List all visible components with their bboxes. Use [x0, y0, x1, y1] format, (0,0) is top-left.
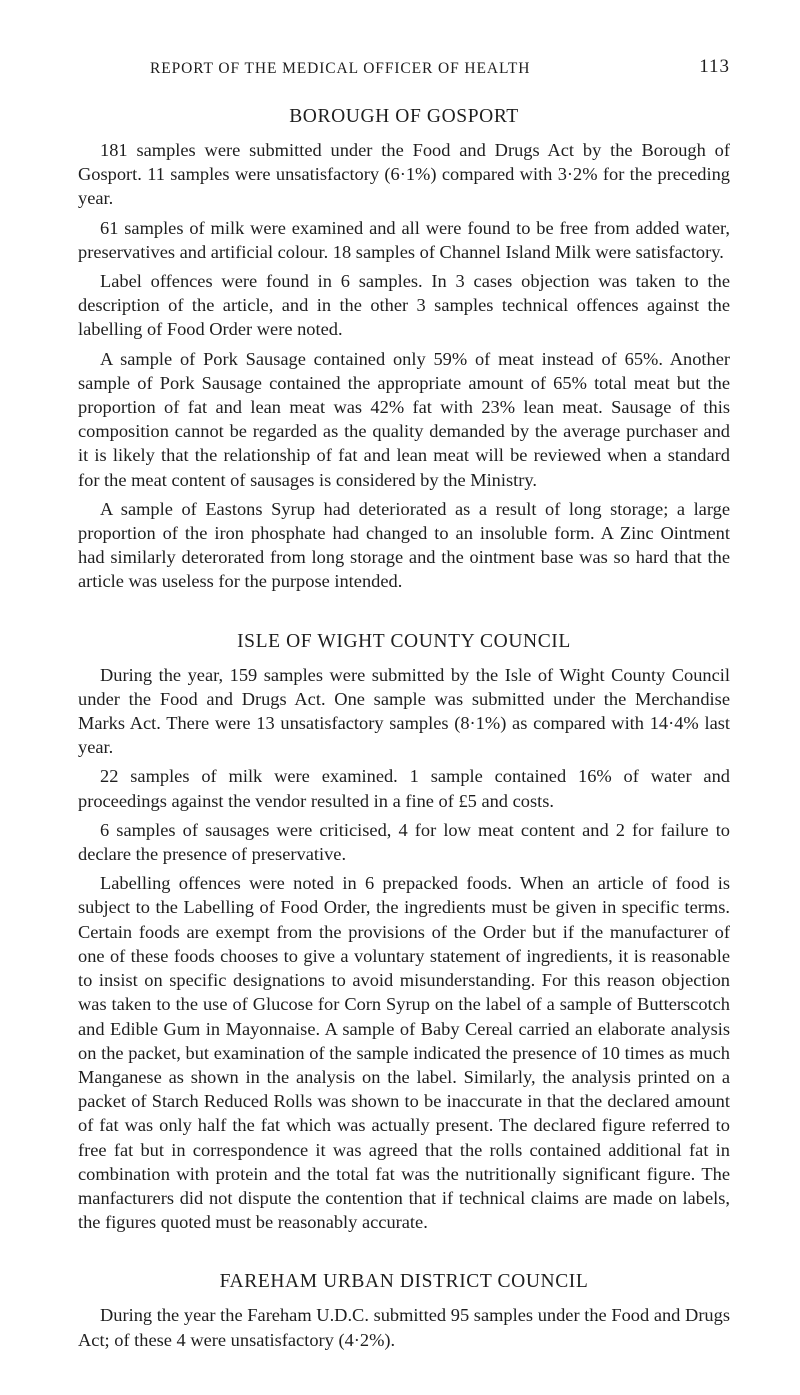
section-fareham-urban-district-council: [78, 1269, 730, 1351]
body-text: [78, 88, 730, 1357]
paragraph: 6 samples of sausages were criticised, 4 for low meat content and 2 for failure to declare the presence of preservative.: [78, 819, 730, 865]
section-heading: BOROUGH OF GOSPORT: [289, 106, 519, 127]
paragraph: During the year the Fareham U.D.C. submitted 95 samples under the Food and Drugs Act; of these 4 were unsatisfactory (4·2%).: [78, 1305, 730, 1350]
paragraph: A sample of Pork Sausage contained only 59% of meat instead of 65%. Another sample of Pork Sausage contained the appropriate amount of 65% total meat but the proportion of fat and lean meat was 42% fat with 23% lean meat. Sausage of this composition cannot be regarded as the quality demanded by the average purchaser and it is likely that the relationship of fat and lean meat will be reviewed when a standard for the meat content of sausages is considered by the Ministry.: [78, 348, 730, 490]
section-isle-of-wight-county-council: [78, 629, 730, 1235]
paragraph: During the year, 159 samples were submitted by the Isle of Wight County Council under the Food and Drugs Act. One sample was submitted under the Merchandise Marks Act. There were 13 unsatisfactory samples (8·1%) as compared with 14·4% last year.: [78, 664, 730, 758]
paragraph: Label offences were found in 6 samples. In 3 cases objection was taken to the description of the article, and in the other 3 samples technical offences against the labelling of Food Order were noted.: [78, 271, 730, 340]
paragraph: 61 samples of milk were examined and all were found to be free from added water, preservatives and artificial colour. 18 samples of Channel Island Milk were satisfactory.: [78, 217, 730, 262]
page-number: 113: [699, 56, 730, 77]
paragraph: 22 samples of milk were examined. 1 sample contained 16% of water and proceedings against the vendor resulted in a fine of £5 and costs.: [78, 766, 730, 811]
paragraph: A sample of Eastons Syrup had deteriorated as a result of long storage; a large proportion of the iron phosphate had changed to an insoluble form. A Zinc Ointment had similarly deterorated from long storage and the ointment base was so hard that the article was useless for the purpose intended.: [78, 498, 730, 592]
paragraph: Labelling offences were noted in 6 prepacked foods. When an article of food is subject to the Labelling of Food Order, the ingredients must be given in specific terms. Certain foods are exempt from the provisions of the Order but if the manufacturer of one of these foods chooses to give a voluntary statement of ingredients, it is reasonable to insist on specific designations to avoid misunderstanding. For this reason objection was taken to the use of Glucose for Corn Syrup on the label of a sample of Butterscotch and Edible Gum in Mayonnaise. A sample of Baby Cereal carried an elaborate analysis on the packet, but examination of the sample indicated the presence of 10 times as much Manganese as shown in the analysis on the label. Similarly, the analysis printed on a packet of Starch Reduced Rolls was shown to be inaccurate in that the declared amount of fat was only half the fat which was actually present. The declared figure referred to free fat but in correspondence it was agreed that the rolls contained additional fat in combination with protein and the total fat was the nutritionally significant figure. The manfacturers did not dispute the contention that if technical claims are made on labels, the figures quoted must be reasonably accurate.: [78, 873, 730, 1233]
section-borough-of-gosport: [78, 104, 730, 594]
section-heading: ISLE OF WIGHT COUNTY COUNCIL: [237, 630, 571, 652]
paragraph: 181 samples were submitted under the Food and Drugs Act by the Borough of Gosport. 11 samples were unsatisfactory (6·1%) compared with 3·2% for the preceding year.: [78, 140, 730, 209]
running-title: REPORT OF THE MEDICAL OFFICER OF HEALTH: [150, 60, 531, 77]
section-heading: FAREHAM URBAN DISTRICT COUNCIL: [219, 1271, 589, 1293]
